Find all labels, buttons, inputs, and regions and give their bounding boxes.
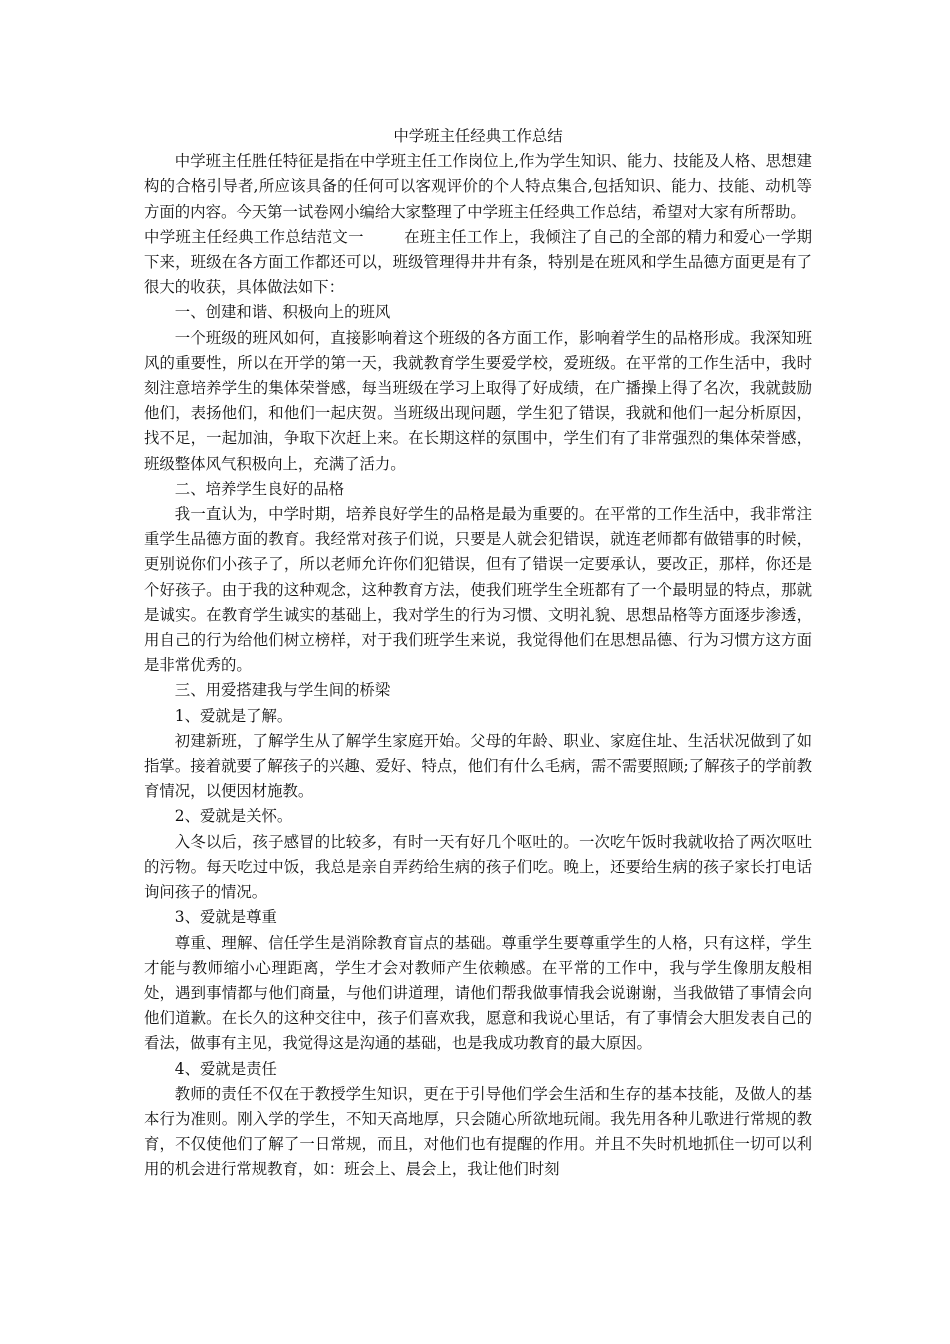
item1-heading: 1、爱就是了解。 (174, 706, 293, 725)
section2-body: 我一直认为，中学时期，培养良好学生的品格是最为重要的。在平常的工作生活中，我非常注重学生品德方面的教育。我经常对孩子们说，只要是人就会犯错误，就连老师都有做错事的时候，更别说你们小孩子了，所以老师允许你们犯错误，但有了错误一定要承认，要改正，那样，你还是个好孩子。由于我的这种观念，这种教育方法，使我们班学生全班都有了一个最明显的特点，那就是诚实。在教育学生诚实的基础上，我对学生的行为习惯、文明礼貌、思想品格等方面逐步渗透，用自己的行为给他们树立榜样，对于我们班学生来说，我觉得他们在思想品德、行为习惯方这方面是非常优秀的。 (144, 505, 812, 675)
item4-heading: 4、爱就是责任 (174, 1059, 277, 1078)
item3-body: 尊重、理解、信任学生是消除教育盲点的基础。尊重学生要尊重学生的人格，只有这样，学生才能与教师缩小心理距离，学生才会对教师产生依赖感。在平常的工作中，我与学生像朋友般相处，遇到事情都与他们商量，与他们讲道理，请他们帮我做事情我会说谢谢，当我做错了事情会向他们道歉。在长久的这种交往中，孩子们喜欢我，愿意和我说心里话，有了事情会大胆发表自己的看法，做事有主见，我觉得这是沟通的基础，也是我成功教育的最大原因。 (144, 933, 812, 1053)
item2-heading: 2、爱就是关怀。 (174, 807, 293, 826)
document-title: 中学班主任经典工作总结 (393, 127, 563, 145)
section2-heading: 二、培养学生良好的品格 (174, 479, 345, 498)
intro-paragraph: 中学班主任胜任特征是指在中学班主任工作岗位上,作为学生知识、能力、技能及人格、思想建构的合格引导者,所应该具备的任何可以客观评价的个人特点集合,包括知识、能力、技能、动机等方面的内容。今天第一试卷网小编给大家整理了中学班主任经典工作总结，希望对大家有所帮助。 (144, 152, 812, 221)
sample-opening: 在班主任工作上，我倾注了自己的全部的精力和爱心一学期下来，班级在各方面工作都还可以，班级管理得井井有条，特别是在班风和学生品德方面更是有了很大的收获，具体做法如下： (144, 227, 812, 297)
section1-heading: 一、创建和谐、积极向上的班风 (174, 303, 391, 322)
item4-body: 教师的责任不仅在于教授学生知识，更在于引导他们学会生活和生存的基本技能，及做人的基本行为准则。刚入学的学生，不知天高地厚，只会随心所欲地玩闹。我先用各种儿歌进行常规的教育，不仅使他们了解了一日常规，而且，对他们也有提醒的作用。并且不失时机地抓住一切可以利用的机会进行常规教育，如：班会上、晨会上，我让他们时刻 (144, 1084, 812, 1179)
sample-label: 中学班主任经典工作总结范文一 (144, 227, 364, 246)
section1-body: 一个班级的班风如何，直接影响着这个班级的各方面工作，影响着学生的品格形成。我深知班风的重要性，所以在开学的第一天，我就教育学生要爱学校，爱班级。在平常的工作生活中，我时刻注意培养学生的集体荣誉感，每当班级在学习上取得了好成绩，在广播操上得了名次，我就鼓励他们，表扬他们，和他们一起庆贺。当班级出现问题，学生犯了错误，我就和他们一起分析原因，找不足，一起加油，争取下次赶上来。在长期这样的氛围中，学生们有了非常强烈的集体荣誉感，班级整体风气积极向上，充满了活力。 (144, 328, 812, 473)
section3-heading: 三、用爱搭建我与学生间的桥梁 (174, 681, 391, 700)
item2-body: 入冬以后，孩子感冒的比较多，有时一天有好几个呕吐的。一次吃午饭时我就收拾了两次呕吐的污物。每天吃过中饭，我总是亲自弄药给生病的孩子们吃。晚上，还要给生病的孩子家长打电话询问孩子的情况。 (144, 832, 812, 902)
item1-body: 初建新班，了解学生从了解学生家庭开始。父母的年龄、职业、家庭住址、生活状况做到了如指掌。接着就要了解孩子的兴趣、爱好、特点，他们有什么毛病，需不需要照顾;了解孩子的学前教育情况，以便因材施教。 (144, 731, 812, 801)
sample-paragraph (144, 225, 812, 301)
document-page (144, 124, 812, 1183)
item3-heading: 3、爱就是尊重 (174, 908, 277, 927)
